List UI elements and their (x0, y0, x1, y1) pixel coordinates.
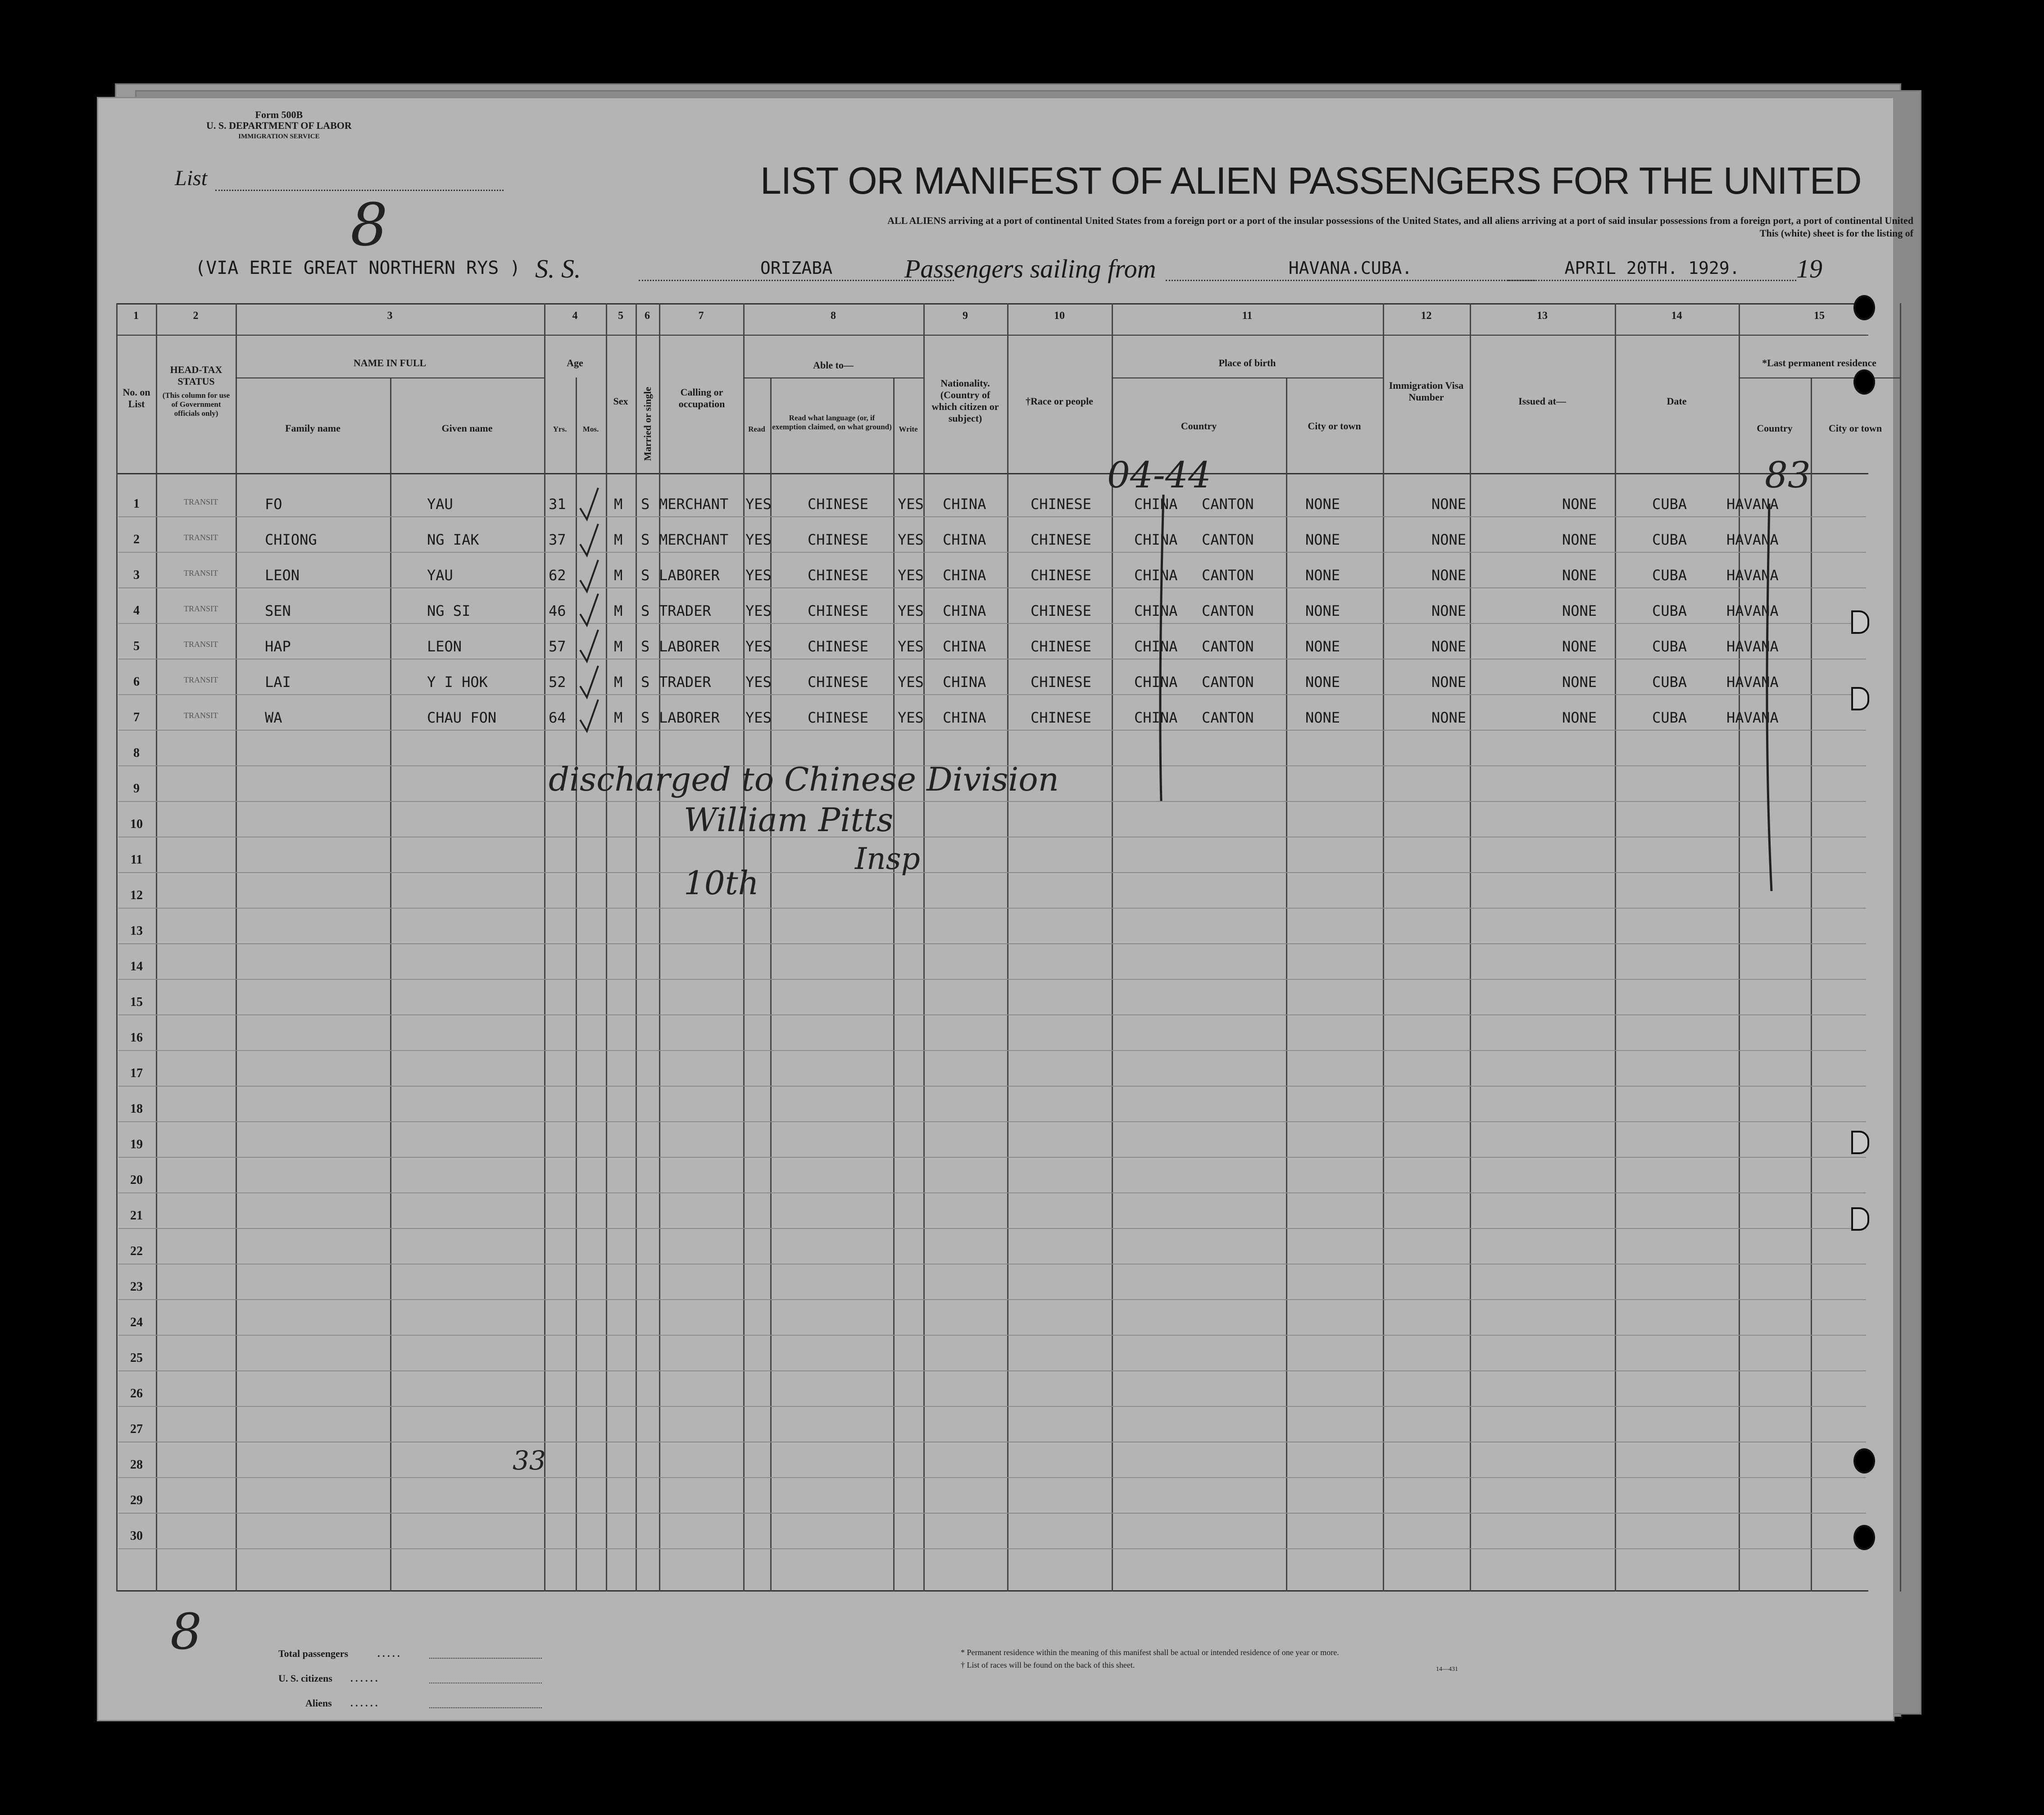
row-line (118, 1370, 1866, 1371)
issued-at-cell: NONE (1431, 531, 1467, 548)
sex-cell: M (614, 567, 623, 584)
row-line (118, 979, 1866, 980)
colnum-3: 3 (387, 310, 393, 322)
header-mos: Mos. (582, 425, 599, 433)
language-cell: CHINESE (808, 709, 868, 726)
page-title: LIST OR MANIFEST OF ALIEN PASSENGERS FOR THE UNITED (760, 159, 1862, 202)
age-cell: 46 (549, 602, 566, 619)
binder-hole (1853, 1525, 1875, 1550)
given-name-cell: YAU (427, 567, 453, 584)
row-number: 20 (130, 1173, 143, 1187)
race-cell: CHINESE (1031, 673, 1091, 691)
residence-code-note: 83 (1765, 454, 1811, 496)
date-cell: NONE (1562, 567, 1597, 584)
binder-hole (1851, 610, 1869, 634)
head-tax-cell: TRANSIT (184, 604, 218, 613)
date-cell: NONE (1562, 673, 1597, 691)
header-calling: Calling or occupation (678, 387, 725, 409)
row-number: 24 (130, 1315, 143, 1329)
language-cell: CHINESE (808, 531, 868, 548)
colnum-8: 8 (831, 310, 836, 322)
header-res-city: City or town (1828, 423, 1882, 434)
married-cell: S (641, 602, 650, 619)
birth-country-cell: CHINA (1134, 567, 1178, 584)
service-name: IMMIGRATION SERVICE (238, 133, 320, 140)
issued-at-cell: NONE (1431, 709, 1467, 726)
res-city-cell: HAVANA (1726, 602, 1779, 619)
col-line (156, 303, 157, 1592)
subtitle (436, 214, 1913, 240)
year-prefix: 19 (1796, 254, 1822, 283)
discharge-note: discharged to Chinese Division (549, 760, 1059, 798)
head-tax-cell: TRANSIT (184, 533, 218, 542)
row-number: 1 (133, 497, 140, 511)
col-line (636, 303, 637, 1592)
given-name-cell: CHAU FON (427, 709, 497, 726)
row-number: 8 (133, 746, 140, 760)
row-line (118, 1513, 1866, 1514)
res-city-cell: HAVANA (1726, 496, 1779, 513)
header-race: †Race or people (1026, 396, 1093, 407)
race-cell: CHINESE (1031, 638, 1091, 655)
married-cell: S (641, 496, 650, 513)
header-no-on-list: No. on List (123, 387, 150, 409)
inspector-signature: William Pitts (684, 801, 894, 839)
race-cell: CHINESE (1031, 531, 1091, 548)
birth-country-cell: CHINA (1134, 531, 1178, 548)
sailing-port: HAVANA.CUBA. (1166, 258, 1535, 281)
row-line (118, 943, 1866, 944)
family-name-cell: SEN (265, 602, 291, 619)
given-name-cell: NG IAK (427, 531, 479, 548)
birth-city-cell: CANTON (1202, 531, 1254, 548)
race-cell: CHINESE (1031, 496, 1091, 513)
row-line (118, 1050, 1866, 1051)
ship-name: ORIZABA (639, 258, 954, 281)
married-cell: S (641, 638, 650, 655)
row-number: 3 (133, 568, 140, 582)
colnum-4: 4 (572, 310, 578, 322)
header-married: Married or single (642, 387, 653, 461)
sex-cell: M (614, 709, 623, 726)
header-age: Age (567, 357, 583, 368)
total-passengers-line (429, 1658, 542, 1659)
visa-cell: NONE (1305, 602, 1340, 619)
birth-country-cell: CHINA (1134, 673, 1178, 691)
sex-cell: M (614, 673, 623, 691)
dots: . . . . . . (350, 1697, 378, 1709)
date-cell: NONE (1562, 638, 1597, 655)
row-number: 17 (130, 1066, 143, 1080)
header-date: Date (1667, 396, 1687, 407)
birth-city-cell: CANTON (1202, 638, 1254, 655)
row-number: 13 (130, 924, 143, 938)
row-number: 26 (130, 1387, 143, 1401)
given-name-cell: Y I HOK (427, 673, 488, 691)
header-bottom-border (116, 473, 1868, 474)
nationality-cell: CHINA (943, 638, 986, 655)
sex-cell: M (614, 602, 623, 619)
age-cell: 64 (549, 709, 566, 726)
res-country-cell: CUBA (1652, 602, 1687, 619)
language-cell: CHINESE (808, 602, 868, 619)
write-cell: YES (898, 531, 924, 548)
birth-country-cell: CHINA (1134, 709, 1178, 726)
header-last-residence: *Last permanent residence (1762, 357, 1876, 368)
row-line (118, 1548, 1866, 1549)
language-cell: CHINESE (808, 496, 868, 513)
issued-at-cell: NONE (1431, 673, 1467, 691)
visa-cell: NONE (1305, 673, 1340, 691)
birth-city-cell: CANTON (1202, 673, 1254, 691)
res-city-cell: HAVANA (1726, 709, 1779, 726)
header-birth-city: City or town (1308, 420, 1361, 432)
row-line (118, 1086, 1866, 1087)
birth-country-cell: CHINA (1134, 602, 1178, 619)
read-cell: YES (745, 673, 772, 691)
sailing-label: Passengers sailing from (904, 254, 1156, 283)
issued-at-cell: NONE (1431, 567, 1467, 584)
write-cell: YES (898, 496, 924, 513)
row-number: 11 (130, 853, 143, 867)
language-cell: CHINESE (808, 638, 868, 655)
visa-cell: NONE (1305, 567, 1340, 584)
header-visa: Immigration Visa Number (1389, 380, 1464, 403)
header-family-name: Family name (285, 423, 341, 434)
row-number: 28 (130, 1458, 143, 1472)
row-number: 27 (130, 1422, 143, 1436)
row-line (118, 1299, 1866, 1300)
department-name: U. S. DEPARTMENT OF LABOR (206, 120, 352, 131)
family-name-cell: LEON (265, 567, 300, 584)
age-cell: 37 (549, 531, 566, 548)
row-number: 14 (130, 960, 143, 973)
occupation-cell: LABORER (659, 567, 720, 584)
row-line (118, 1121, 1866, 1122)
row-line (118, 1406, 1866, 1407)
nationality-cell: CHINA (943, 496, 986, 513)
nationality-cell: CHINA (943, 602, 986, 619)
given-name-cell: LEON (427, 638, 462, 655)
occupation-cell: MERCHANT (659, 531, 729, 548)
colnum-10: 10 (1054, 310, 1065, 322)
visa-cell: NONE (1305, 709, 1340, 726)
ss-label: S. S. (535, 254, 581, 283)
form-header (206, 109, 352, 142)
married-cell: S (641, 673, 650, 691)
sex-cell: M (614, 496, 623, 513)
row-line (118, 1228, 1866, 1229)
colnum-7: 7 (698, 310, 704, 322)
visa-cell: NONE (1305, 638, 1340, 655)
header-birth-country: Country (1181, 420, 1217, 432)
binder-hole (1853, 369, 1875, 395)
nationality-cell: CHINA (943, 673, 986, 691)
total-passengers-label: Total passengers (278, 1648, 349, 1659)
birth-city-cell: CANTON (1202, 496, 1254, 513)
age-cell: 57 (549, 638, 566, 655)
row-number: 6 (133, 675, 140, 689)
footnote-races: † List of races will be found on the back of this sheet. (961, 1660, 1135, 1669)
colnum-15: 15 (1814, 310, 1825, 322)
row-number: 2 (133, 532, 140, 546)
date-cell: NONE (1562, 602, 1597, 619)
binder-hole (1853, 1448, 1875, 1474)
us-citizens-label: U. S. citizens (278, 1673, 332, 1684)
date-cell: NONE (1562, 709, 1597, 726)
birth-city-cell: CANTON (1202, 602, 1254, 619)
visa-cell: NONE (1305, 496, 1340, 513)
table-top-border (116, 303, 1868, 305)
given-name-cell: YAU (427, 496, 453, 513)
header-issued-at: Issued at— (1518, 396, 1566, 407)
header-name-in-full: NAME IN FULL (353, 357, 427, 368)
manifest-sheet (97, 97, 1913, 1721)
sex-cell: M (614, 638, 623, 655)
header-place-of-birth: Place of birth (1218, 357, 1276, 368)
age-cell: 62 (549, 567, 566, 584)
head-tax-cell: TRANSIT (184, 497, 218, 506)
header-head-tax (159, 364, 233, 418)
subtitle-line-1: ALL ALIENS arriving at a port of continental United States from a foreign port or a port of the insular possessions of the United States, and all aliens arriving at a port of said insular possessions from a foreign port, a port of continental United (887, 215, 1913, 226)
col-line (743, 303, 745, 1592)
binder-hole (1851, 687, 1869, 710)
header-yrs: Yrs. (553, 425, 567, 433)
row-number: 25 (130, 1351, 143, 1365)
col-line (236, 303, 237, 1592)
res-city-cell: HAVANA (1726, 567, 1779, 584)
row-line (118, 1192, 1866, 1193)
header-nationality: Nationality. (Country of which citizen or subject) (931, 378, 999, 424)
res-city-cell: HAVANA (1726, 638, 1779, 655)
birth-code-note: 04-44 (1107, 454, 1211, 496)
given-name-cell: NG SI (427, 602, 471, 619)
aliens-line (429, 1707, 542, 1708)
nationality-cell: CHINA (943, 531, 986, 548)
colnum-14: 14 (1671, 310, 1682, 322)
col-line (116, 303, 118, 1592)
bottom-number: 8 (170, 1603, 202, 1660)
birth-city-cell: CANTON (1202, 567, 1254, 584)
occupation-cell: TRADER (659, 602, 711, 619)
ditto-strokes (1143, 486, 2044, 914)
issued-at-cell: NONE (1431, 496, 1467, 513)
age-cell: 31 (549, 496, 566, 513)
page-marker: 33 (513, 1445, 546, 1476)
header-read-language: Read what language (or, if exemption claimed, on what ground) (772, 414, 892, 431)
col-line (1007, 303, 1008, 1592)
binder-hole (1851, 1207, 1869, 1231)
route-note: (VIA ERIE GREAT NORTHERN RYS ) (195, 258, 521, 278)
married-cell: S (641, 709, 650, 726)
row-number: 29 (130, 1493, 143, 1507)
date-cell: NONE (1562, 496, 1597, 513)
family-name-cell: FO (265, 496, 282, 513)
write-cell: YES (898, 602, 924, 619)
row-number: 30 (130, 1529, 143, 1543)
dots: . . . . . (377, 1648, 400, 1659)
subtitle-line-2: This (white) sheet is for the listing of (1759, 227, 1913, 239)
colnum-2: 2 (193, 310, 199, 322)
race-cell: CHINESE (1031, 567, 1091, 584)
issued-at-cell: NONE (1431, 638, 1467, 655)
inspector-title: Insp (855, 842, 920, 876)
sex-cell: M (614, 531, 623, 548)
read-cell: YES (745, 638, 772, 655)
birth-city-cell: CANTON (1202, 709, 1254, 726)
col-line (1112, 303, 1113, 1592)
header-able-to: Able to— (813, 359, 854, 371)
head-tax-cell: TRANSIT (184, 711, 218, 720)
res-country-cell: CUBA (1652, 531, 1687, 548)
discharge-time: 10th (684, 864, 759, 902)
married-cell: S (641, 531, 650, 548)
row-number: 21 (130, 1209, 143, 1223)
colnum-9: 9 (963, 310, 968, 322)
occupation-cell: TRADER (659, 673, 711, 691)
binder-hole (1853, 295, 1875, 320)
row-number: 12 (130, 888, 143, 902)
read-cell: YES (745, 496, 772, 513)
colnum-13: 13 (1537, 310, 1548, 322)
family-name-cell: CHIONG (265, 531, 317, 548)
colnum-11: 11 (1242, 310, 1253, 322)
row-number: 4 (133, 604, 140, 618)
row-number: 18 (130, 1102, 143, 1116)
nationality-cell: CHINA (943, 709, 986, 726)
row-line (118, 1014, 1866, 1015)
language-cell: CHINESE (808, 673, 868, 691)
sailing-date: APRIL 20TH. 1929. (1508, 258, 1796, 281)
head-tax-cell: TRANSIT (184, 640, 218, 649)
row-number: 19 (130, 1137, 143, 1151)
occupation-cell: LABORER (659, 709, 720, 726)
married-cell: S (641, 567, 650, 584)
footnote-residence: * Permanent residence within the meaning of this manifest shall be actual or intended residence of one year or more. (961, 1648, 1339, 1657)
read-cell: YES (745, 531, 772, 548)
race-cell: CHINESE (1031, 602, 1091, 619)
col-line (770, 378, 772, 1592)
family-name-cell: HAP (265, 638, 291, 655)
row-number: 23 (130, 1280, 143, 1294)
write-cell: YES (898, 638, 924, 655)
occupation-cell: LABORER (659, 638, 720, 655)
row-line (118, 1477, 1866, 1478)
row-line (118, 1264, 1866, 1265)
row-line (118, 1157, 1866, 1158)
col-line (390, 378, 391, 1592)
res-city-cell: HAVANA (1726, 673, 1779, 691)
write-cell: YES (898, 673, 924, 691)
read-cell: YES (745, 567, 772, 584)
res-country-cell: CUBA (1652, 567, 1687, 584)
header-write: Write (899, 425, 918, 433)
row-number: 5 (133, 639, 140, 653)
colnum-1: 1 (133, 310, 139, 322)
head-tax-cell: TRANSIT (184, 675, 218, 684)
colnum-5: 5 (618, 310, 623, 322)
row-number: 10 (130, 817, 143, 831)
row-number: 15 (130, 995, 143, 1009)
colnum-border (116, 335, 1868, 336)
race-cell: CHINESE (1031, 709, 1091, 726)
row-number: 16 (130, 1031, 143, 1045)
nationality-cell: CHINA (943, 567, 986, 584)
table-bottom-border (116, 1590, 1868, 1592)
head-tax-title: HEAD-TAX STATUS (170, 364, 223, 387)
header-given-name: Given name (441, 423, 493, 434)
family-name-cell: WA (265, 709, 282, 726)
header-res-country: Country (1757, 423, 1793, 434)
row-number: 7 (133, 710, 140, 724)
occupation-cell: MERCHANT (659, 496, 729, 513)
col-line (893, 378, 895, 1592)
read-cell: YES (745, 602, 772, 619)
colnum-6: 6 (645, 310, 650, 322)
row-number: 9 (133, 782, 140, 796)
form-number: Form 500B (255, 109, 303, 120)
header-read: Read (748, 425, 765, 433)
head-tax-note: (This column for use of Government officials only) (162, 391, 230, 418)
write-cell: YES (898, 709, 924, 726)
res-country-cell: CUBA (1652, 673, 1687, 691)
birth-country-cell: CHINA (1134, 496, 1178, 513)
write-cell: YES (898, 567, 924, 584)
read-cell: YES (745, 709, 772, 726)
res-country-cell: CUBA (1652, 496, 1687, 513)
family-name-cell: LAI (265, 673, 291, 691)
dots: . . . . . . (350, 1673, 378, 1684)
header-sex: Sex (613, 396, 628, 407)
col-line (544, 303, 545, 1592)
res-country-cell: CUBA (1652, 709, 1687, 726)
date-cell: NONE (1562, 531, 1597, 548)
row-number: 22 (130, 1244, 143, 1258)
issued-at-cell: NONE (1431, 602, 1467, 619)
print-code: 14—431 (1436, 1666, 1458, 1673)
head-tax-cell: TRANSIT (184, 569, 218, 578)
list-number: 8 (350, 191, 388, 259)
list-label: List (175, 166, 208, 190)
res-country-cell: CUBA (1652, 638, 1687, 655)
binder-hole (1851, 1131, 1869, 1154)
birth-country-cell: CHINA (1134, 638, 1178, 655)
visa-cell: NONE (1305, 531, 1340, 548)
row-line (118, 1335, 1866, 1336)
language-cell: CHINESE (808, 567, 868, 584)
res-city-cell: HAVANA (1726, 531, 1779, 548)
colnum-12: 12 (1421, 310, 1432, 322)
age-cell: 52 (549, 673, 566, 691)
aliens-label: Aliens (305, 1697, 332, 1709)
